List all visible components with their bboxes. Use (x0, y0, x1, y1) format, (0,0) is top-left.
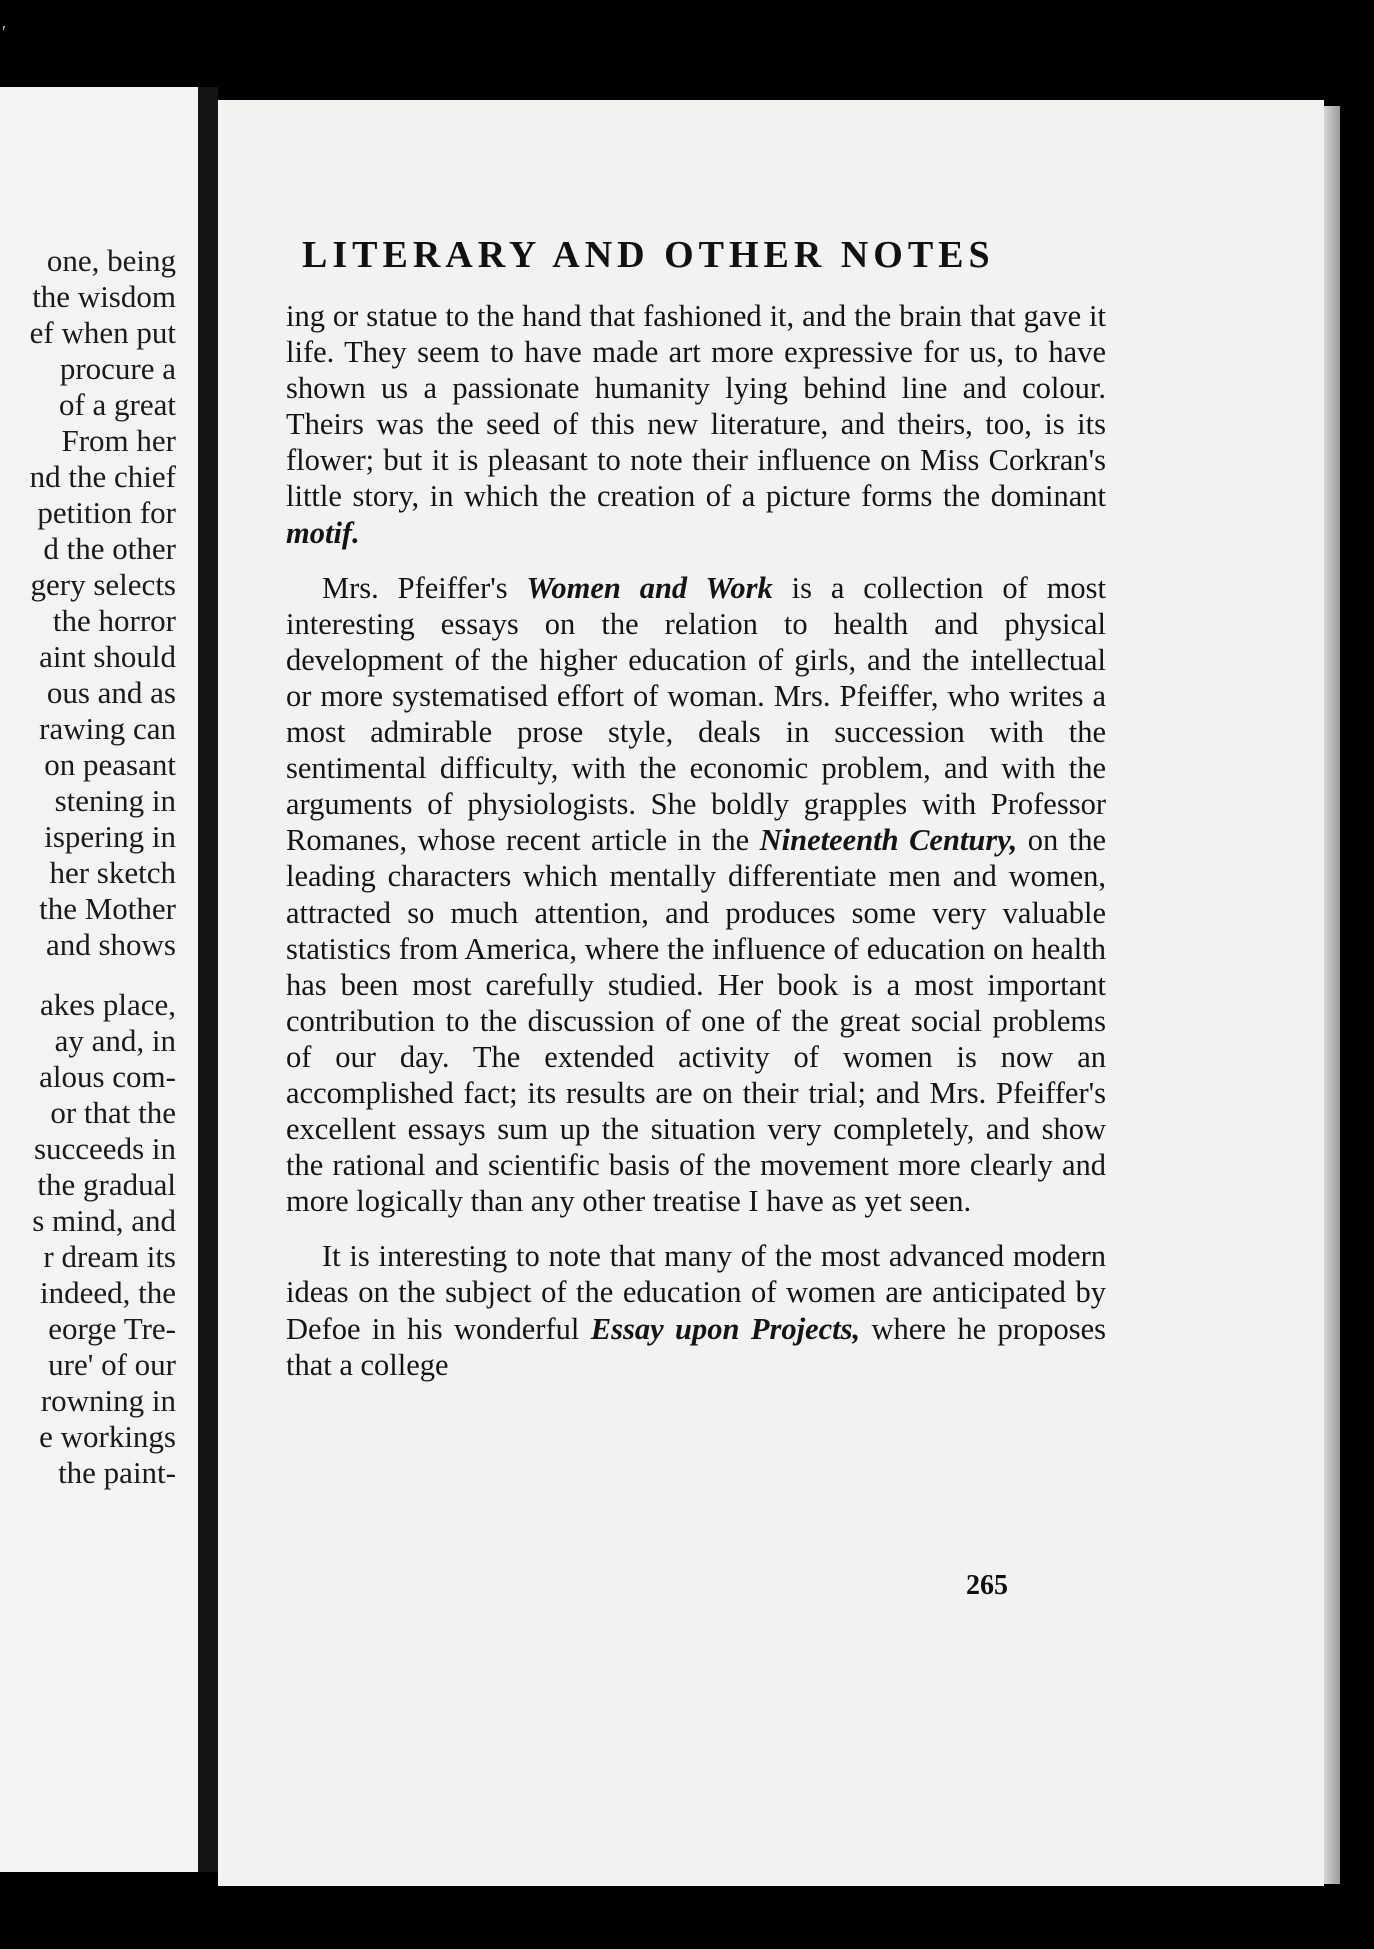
left-line: s mind, and (32, 1203, 176, 1238)
left-line: one, being (46, 243, 176, 278)
left-line: ous and as (46, 675, 176, 710)
left-line: ispering in (44, 819, 176, 854)
left-line: the wisdom (32, 279, 176, 314)
left-line: procure a (59, 351, 176, 386)
left-line: gery selects (30, 567, 176, 602)
paragraph-defoe: It is interesting to note that many of the most advanced modern ideas on the subject of the education of women are anticipated by Defoe in his wonderful Essay upon Projects, where he proposes that a college (286, 1239, 1106, 1382)
paragraph-pfeiffer: Mrs. Pfeiffer's Women and Work is a collection of most interesting essays on the relation to health and physical development of the higher education of girls, and the intellectual or more systematised effort of woman. Mrs. Pfeiffer, who writes a most admirable prose style, deals in succession with the sentimental difficulty, with the economic problem, and with the arguments of physiologists. She boldly grapples with Professor Romanes, whose recent article in the Nineteenth Century, on the leading characters which mentally differentiate men and women, attracted so much attention, and produces some very valuable statistics from America, where the influence of education on health has been most carefully studied. Her book is a most important contribution to the discussion of one of the great social problems of our day. The extended activity of women is now an accomplished fact; its results are on their trial; and Mrs. Pfeiffer's excellent essays sum up the situation very completely, and show the rational and scientific basis of the movement more clearly and more logically than any other treatise I have as yet seen. (286, 570, 1107, 1219)
left-line: indeed, the (39, 1275, 176, 1310)
journal-title: Nineteenth Century, (759, 823, 1018, 858)
left-line: her sketch (49, 855, 176, 890)
left-line: rowning in (40, 1383, 176, 1418)
left-line: the Mother (39, 891, 176, 926)
scan-corner-mark: ′ (2, 22, 6, 42)
left-line: succeeds in (33, 1131, 176, 1166)
left-page (0, 87, 198, 1872)
page-number: 265 (966, 1570, 1008, 1601)
left-line: petition for (37, 495, 176, 530)
left-line: and shows (45, 927, 176, 962)
left-line: ef when put (29, 315, 176, 350)
paragraph-continued: ing or statue to the hand that fashioned it, and the brain that gave it life. They seem to have made art more expressive for us, to have shown us a passionate humanity lying behind line and colour. Theirs was the seed of this new literature, and theirs, too, is its flower; but it is pleasant to note their influence on Miss Corkran's little story, in which the creation of a picture forms the dominant motif. (286, 299, 1106, 550)
left-line: the gradual (37, 1167, 176, 1202)
left-line: or that the (50, 1095, 176, 1130)
right-page (218, 100, 1324, 1886)
page-edge (1324, 106, 1340, 1884)
left-line: eorge Tre- (48, 1311, 176, 1346)
running-header: LITERARY AND OTHER NOTES (302, 234, 995, 276)
left-line: alous com- (39, 1059, 176, 1094)
left-line: of a great (58, 387, 176, 422)
left-line: nd the chief (29, 459, 176, 494)
left-line: d the other (43, 531, 176, 566)
left-line: the horror (52, 603, 176, 638)
book-title: Essay upon Projects, (590, 1311, 861, 1346)
left-line: ure' of our (48, 1347, 176, 1382)
book-title: Women and Work (526, 570, 773, 605)
left-line: r dream its (43, 1239, 176, 1274)
body-text (286, 298, 1106, 1383)
left-line: aint should (39, 639, 176, 674)
left-line: on peasant (44, 747, 176, 782)
left-line: e workings (39, 1419, 176, 1454)
left-line: rawing can (39, 711, 176, 746)
left-line: the paint- (58, 1455, 176, 1490)
left-line: From her (61, 423, 176, 458)
left-line: akes place, (40, 987, 176, 1022)
left-line: ay and, in (54, 1023, 176, 1058)
left-line: stening in (54, 783, 176, 818)
book-gutter (198, 87, 218, 1872)
italic-term: motif. (286, 515, 360, 550)
